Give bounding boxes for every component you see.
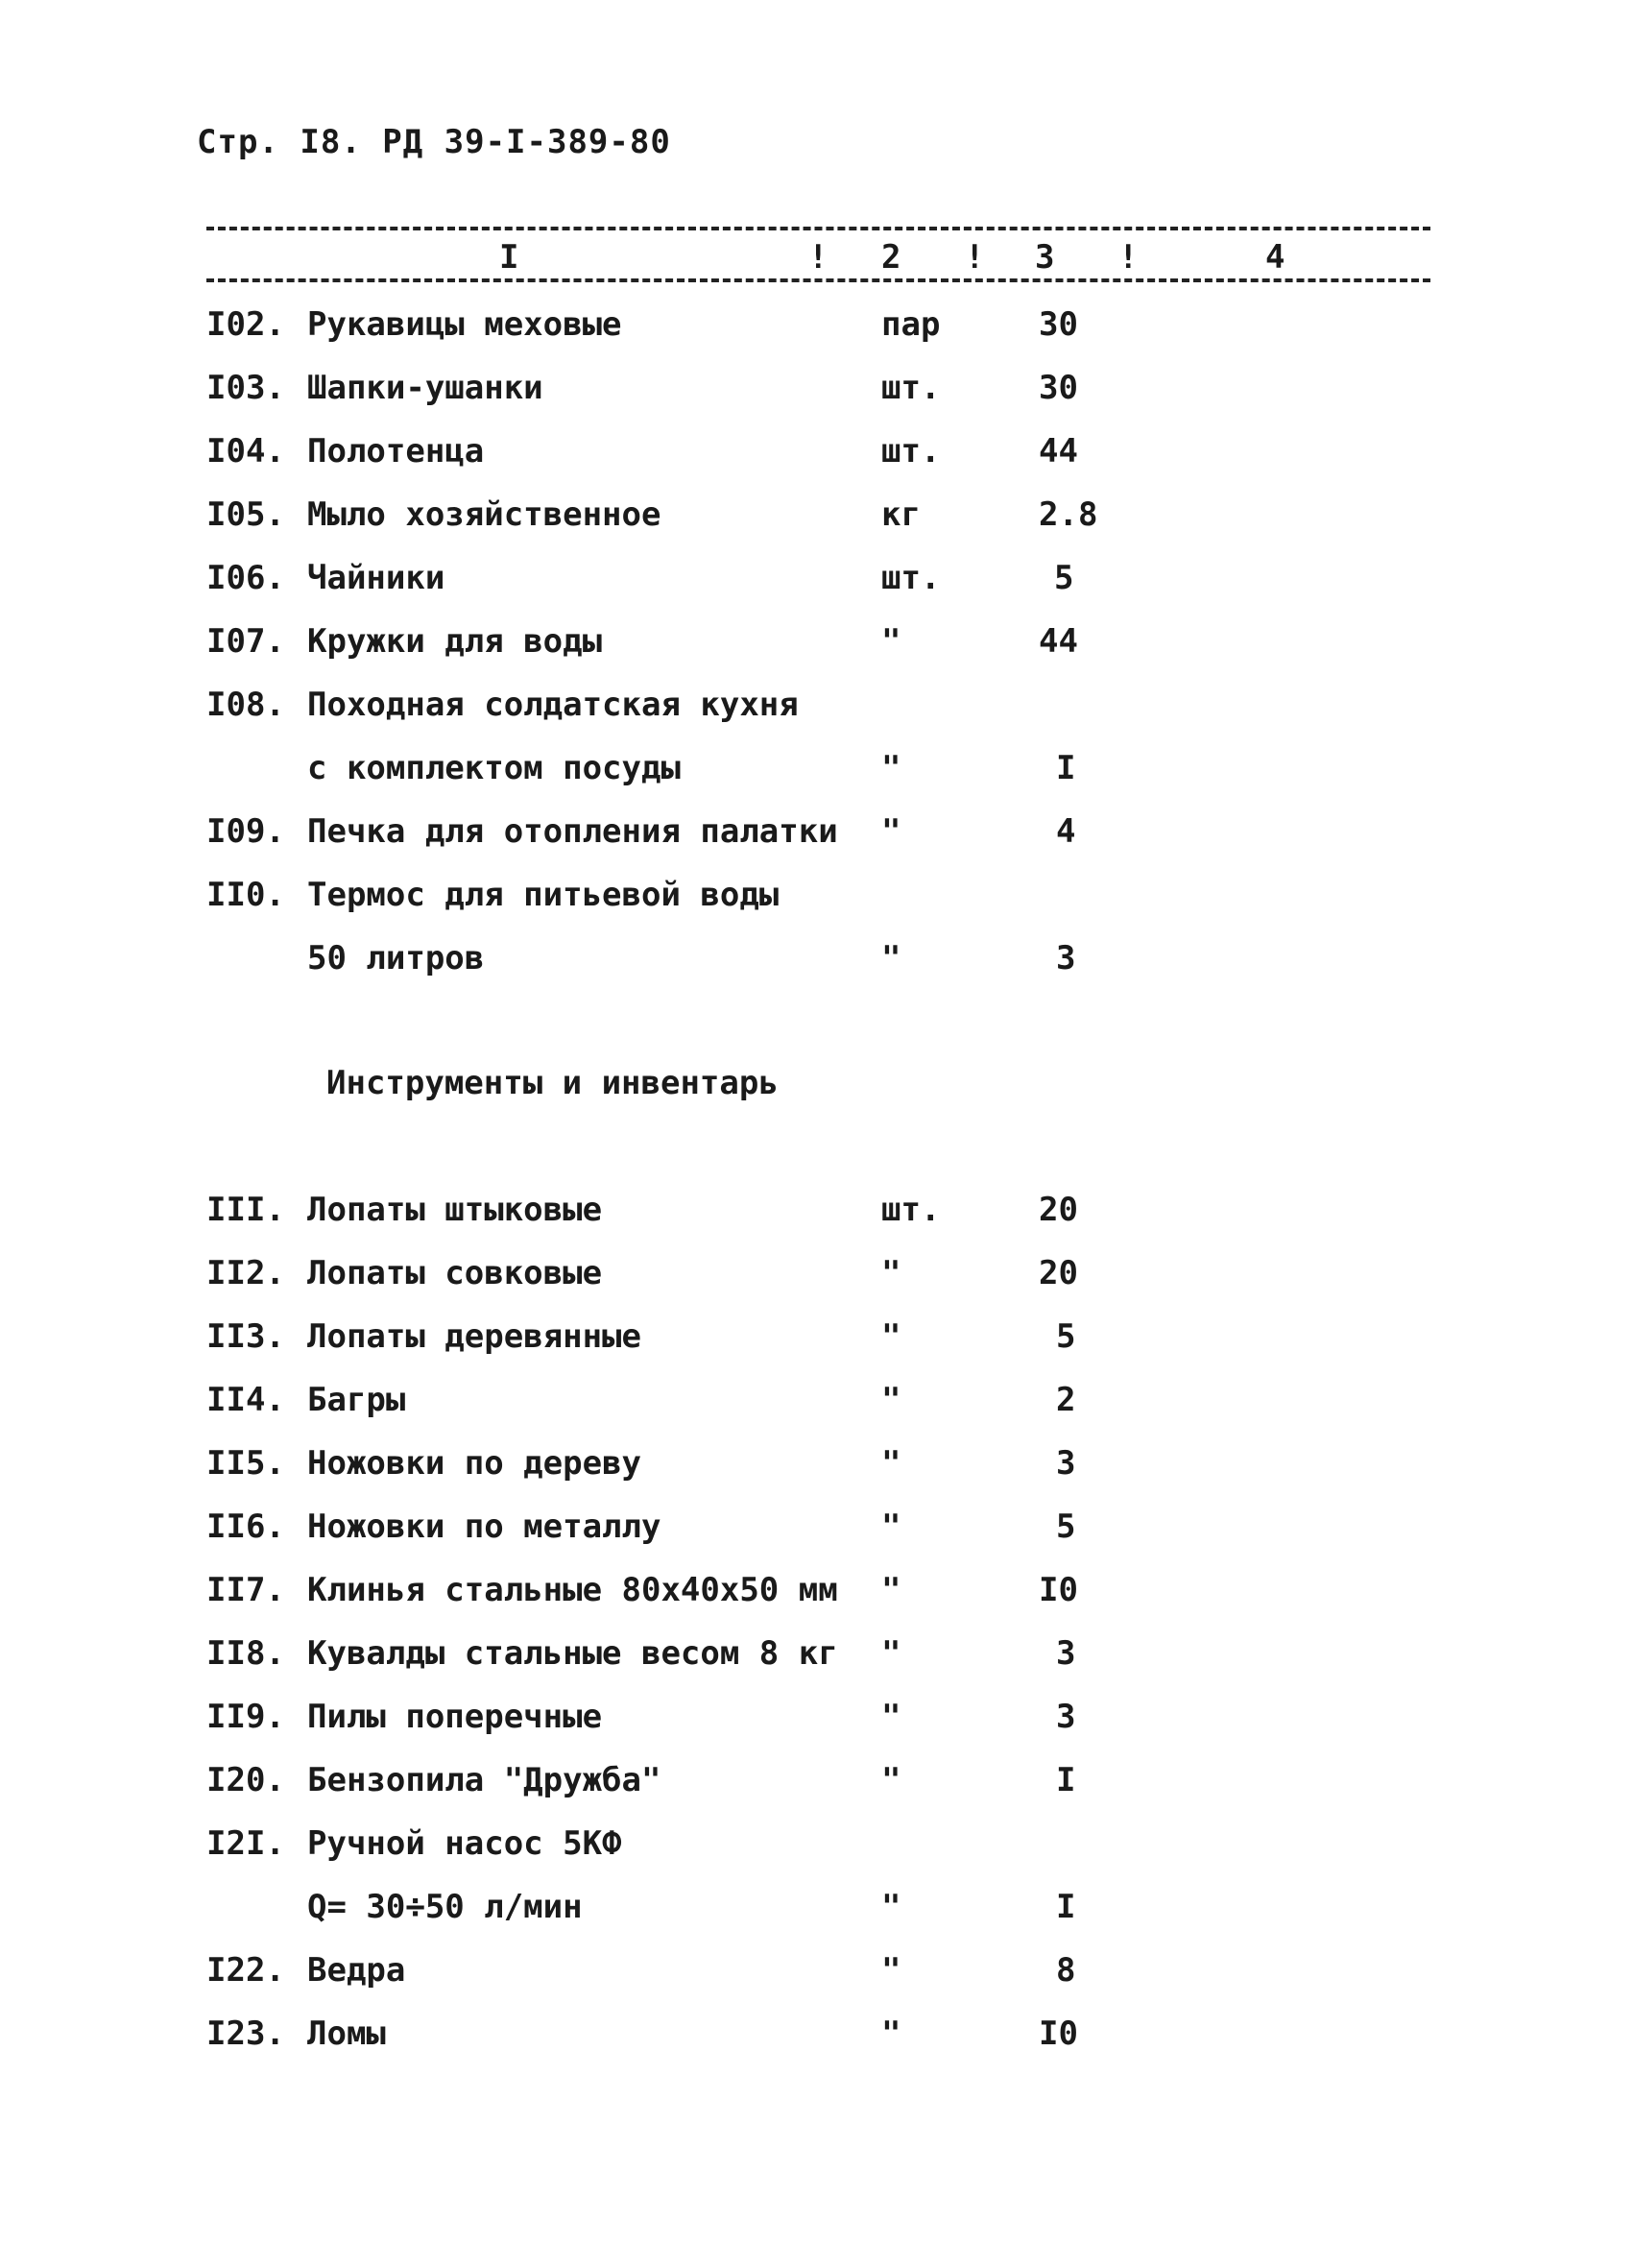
item-unit: шт.	[881, 432, 941, 470]
item-name: Рукавицы меховые	[307, 305, 622, 344]
item-number: I08.	[206, 686, 285, 724]
item-name: Лопаты совковые	[307, 1254, 603, 1292]
table-row	[0, 1508, 1633, 1565]
item-number: II9.	[206, 1698, 285, 1736]
item-number: I23.	[206, 2015, 285, 2053]
item-name: Ручной насос 5КФ	[307, 1824, 622, 1863]
item-quantity: 5	[1056, 1317, 1076, 1356]
item-name: Ломы	[307, 2015, 386, 2053]
item-name: Q= 30÷50 л/мин	[307, 1888, 583, 1926]
item-name: 50 литров	[307, 939, 485, 977]
column-separator: !	[808, 238, 829, 277]
item-number: I03.	[206, 369, 285, 407]
item-name: Бензопила "Дружба"	[307, 1761, 661, 1799]
table-row	[0, 1381, 1633, 1438]
table-row	[0, 495, 1633, 553]
item-quantity: I0	[1039, 1571, 1078, 1609]
item-unit: "	[881, 1888, 901, 1926]
item-quantity: 44	[1039, 622, 1078, 661]
item-name: Ножовки по металлу	[307, 1508, 661, 1546]
item-name: с комплектом посуды	[307, 749, 681, 787]
section-title: Инструменты и инвентарь	[326, 1064, 779, 1102]
item-name: Чайники	[307, 559, 445, 597]
item-quantity: 3	[1056, 1698, 1076, 1736]
table-row	[0, 686, 1633, 743]
item-number: II6.	[206, 1508, 285, 1546]
item-unit: "	[881, 1634, 901, 1673]
item-unit: "	[881, 939, 901, 977]
item-quantity: 3	[1056, 939, 1076, 977]
item-number: III.	[206, 1191, 285, 1229]
item-name: Походная солдатская кухня	[307, 686, 799, 724]
item-name: Полотенца	[307, 432, 485, 470]
item-number: I20.	[206, 1761, 285, 1799]
table-row	[0, 1761, 1633, 1819]
table-row	[0, 1951, 1633, 2009]
item-number: II4.	[206, 1381, 285, 1419]
item-number: I06.	[206, 559, 285, 597]
item-unit: "	[881, 1951, 901, 1990]
item-quantity: 20	[1039, 1254, 1078, 1292]
item-name: Пилы поперечные	[307, 1698, 603, 1736]
item-quantity: 30	[1039, 369, 1078, 407]
table-row	[0, 305, 1633, 363]
table-row	[0, 1571, 1633, 1629]
item-quantity: 4	[1056, 812, 1076, 851]
table-row	[0, 559, 1633, 616]
item-name: Печка для отопления палатки	[307, 812, 838, 851]
item-quantity: I	[1056, 1888, 1076, 1926]
item-unit: шт.	[881, 369, 941, 407]
item-number: I2I.	[206, 1824, 285, 1863]
item-unit: пар	[881, 305, 941, 344]
column-header-2: 2	[881, 238, 901, 277]
item-number: II5.	[206, 1444, 285, 1483]
item-number: I04.	[206, 432, 285, 470]
table-row	[0, 369, 1633, 426]
item-number: II2.	[206, 1254, 285, 1292]
item-unit: шт.	[881, 1191, 941, 1229]
column-separator: !	[965, 238, 985, 277]
table-row	[0, 1888, 1633, 1945]
item-name: Ведра	[307, 1951, 406, 1990]
item-name: Мыло хозяйственное	[307, 495, 661, 534]
page-header: Стр. I8. РД 39-I-389-80	[197, 123, 671, 161]
table-row	[0, 939, 1633, 997]
item-name: Клинья стальные 80x40x50 мм	[307, 1571, 838, 1609]
item-unit: "	[881, 1444, 901, 1483]
item-name: Кувалды стальные весом 8 кг	[307, 1634, 838, 1673]
item-quantity: 2.8	[1039, 495, 1098, 534]
table-row	[0, 1191, 1633, 1248]
item-unit: "	[881, 1761, 901, 1799]
item-quantity: 5	[1054, 559, 1074, 597]
item-name: Кружки для воды	[307, 622, 603, 661]
table-row	[0, 1634, 1633, 1692]
item-unit: "	[881, 1508, 901, 1546]
table-row	[0, 876, 1633, 933]
item-quantity: 30	[1039, 305, 1078, 344]
table-row	[0, 622, 1633, 680]
item-quantity: 2	[1056, 1381, 1076, 1419]
item-quantity: 3	[1056, 1634, 1076, 1673]
column-header-3: 3	[1035, 238, 1055, 277]
item-number: I07.	[206, 622, 285, 661]
item-quantity: 44	[1039, 432, 1078, 470]
item-quantity: I0	[1039, 2015, 1078, 2053]
table-row	[0, 432, 1633, 490]
table-rule-bottom	[206, 278, 1430, 282]
item-unit: "	[881, 1254, 901, 1292]
item-unit: "	[881, 1381, 901, 1419]
item-unit: "	[881, 749, 901, 787]
item-quantity: I	[1056, 749, 1076, 787]
table-row	[0, 1698, 1633, 1755]
item-number: I22.	[206, 1951, 285, 1990]
item-quantity: 3	[1056, 1444, 1076, 1483]
item-name: Лопаты штыковые	[307, 1191, 603, 1229]
item-quantity: 8	[1056, 1951, 1076, 1990]
item-name: Ножовки по дереву	[307, 1444, 641, 1483]
item-unit: шт.	[881, 559, 941, 597]
item-name: Термос для питьевой воды	[307, 876, 780, 914]
column-header-4: 4	[1265, 238, 1285, 277]
table-row	[0, 2015, 1633, 2072]
item-number: I09.	[206, 812, 285, 851]
table-row	[0, 1444, 1633, 1502]
table-row	[0, 812, 1633, 870]
item-unit: кг	[881, 495, 921, 534]
column-header-1: I	[499, 238, 519, 277]
item-unit: "	[881, 1317, 901, 1356]
item-quantity: 20	[1039, 1191, 1078, 1229]
table-rule-top	[206, 227, 1430, 230]
item-quantity: I	[1056, 1761, 1076, 1799]
table-row	[0, 1824, 1633, 1882]
item-name: Шапки-ушанки	[307, 369, 543, 407]
item-name: Багры	[307, 1381, 406, 1419]
item-quantity: 5	[1056, 1508, 1076, 1546]
item-unit: "	[881, 2015, 901, 2053]
item-number: II3.	[206, 1317, 285, 1356]
table-row	[0, 1317, 1633, 1375]
table-row	[0, 749, 1633, 807]
table-row	[0, 1254, 1633, 1312]
item-number: II8.	[206, 1634, 285, 1673]
item-number: II0.	[206, 876, 285, 914]
item-number: I02.	[206, 305, 285, 344]
item-unit: "	[881, 1571, 901, 1609]
item-unit: "	[881, 1698, 901, 1736]
item-name: Лопаты деревянные	[307, 1317, 641, 1356]
item-number: II7.	[206, 1571, 285, 1609]
item-unit: "	[881, 812, 901, 851]
column-separator: !	[1118, 238, 1139, 277]
item-number: I05.	[206, 495, 285, 534]
item-unit: "	[881, 622, 901, 661]
